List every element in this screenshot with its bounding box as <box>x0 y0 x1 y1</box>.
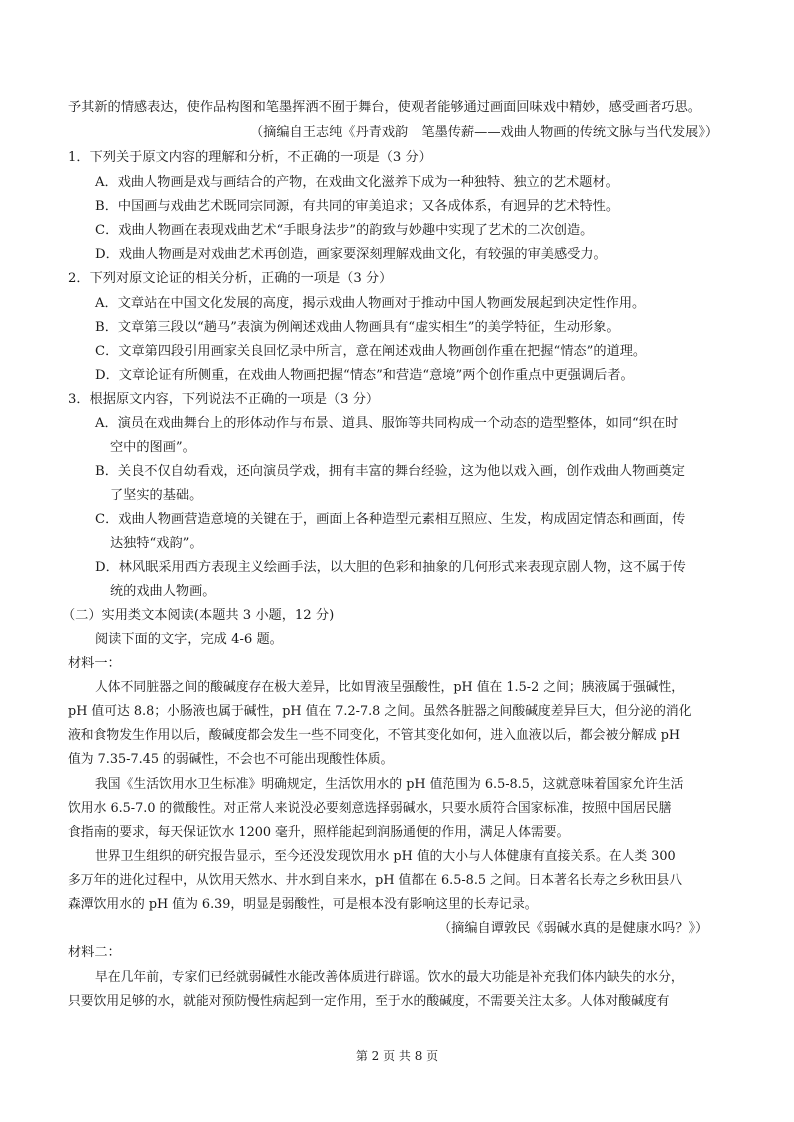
section-2-heading: （二）实用类文本阅读(本题共 3 小题，12 分) <box>62 608 335 623</box>
material-1-p3-line3: 森潭饮用水的 pH 值为 6.39，明显是弱酸性，可是根本没有影响这里的长寿记录。 <box>68 897 538 912</box>
material-2-p1-line2: 只要饮用足够的水，就能对预防慢性病起到一定作用，至于水的酸碱度，不需要关注太多。人体对酸碱度有 <box>68 994 670 1009</box>
material-1-p3-line1: 世界卫生组织的研究报告显示，至今还没发现饮用水 pH 值的大小与人体健康有直接关系。在人类 300 <box>95 849 676 864</box>
question-3-stem: 3．根据原文内容，下列说法不正确的一项是（3 分） <box>68 392 380 407</box>
question-1-option-c: C．戏曲人物画在表现戏曲艺术“手眼身法步”的韵致与妙趣中实现了艺术的二次创造。 <box>95 223 594 238</box>
material-1-p3-line2: 多万年的进化过程中，从饮用天然水、井水到自来水，pH 值都在 6.5-8.5 之间。日本著名长寿之乡秋田县八 <box>68 873 683 888</box>
material-1-p2-line1: 我国《生活饮用水卫生标准》明确规定，生活饮用水的 pH 值范围为 6.5-8.5，这就意味着国家允许生活 <box>95 777 684 792</box>
intro-source: （摘编自王志纯《丹青戏韵 笔墨传薪——戏曲人物画的传统文脉与当代发展》） <box>250 125 719 140</box>
question-3-option-c: C．戏曲人物画营造意境的关键在于，画面上各种造型元素相互照应、生发，构成固定情态和画面，传 <box>95 512 686 527</box>
question-1-stem: 1．下列关于原文内容的理解和分析，不正确的一项是（3 分） <box>68 150 432 165</box>
question-2-stem: 2．下列对原文论证的相关分析，正确的一项是（3 分） <box>68 271 393 286</box>
question-3-option-a-cont: 空中的图画”。 <box>110 440 196 455</box>
question-1-option-d: D．戏曲人物画是对戏曲艺术再创造，画家要深刻理解戏曲文化，有较强的审美感受力。 <box>95 247 607 262</box>
material-1-source: （摘编自谭敦民《弱碱水真的是健康水吗？》） <box>438 921 709 936</box>
intro-tail: 予其新的情感表达，使作品构图和笔墨挥洒不囿于舞台，使观者能够通过画面回味戏中精妙，感受画者巧思。 <box>68 100 701 115</box>
material-1-p1-line1: 人体不同脏器之间的酸碱度存在极大差异，比如胃液呈强酸性，pH 值在 1.5-2 之间；胰液属于强碱性， <box>95 680 685 695</box>
material-2-p1-line1: 早在几年前，专家们已经就弱碱性水能改善体质进行辟谣。饮水的最大功能是补充我们体内缺失的水分， <box>95 970 684 985</box>
question-3-option-d: D．林风眠采用西方表现主义绘画手法，以大胆的色彩和抽象的几何形式来表现京剧人物，这不属于传 <box>95 560 686 575</box>
question-2-option-a: A．文章站在中国文化发展的高度，揭示戏曲人物画对于推动中国人物画发展起到决定性作用。 <box>95 296 646 311</box>
question-2-option-c: C．文章第四段引用画家关良回忆录中所言，意在阐述戏曲人物画创作重在把握“情态”的道理。 <box>95 344 647 359</box>
material-1-p1-line4: 值为 7.35-7.45 的弱碱性，不会也不可能出现酸性体质。 <box>68 752 394 767</box>
material-1-label: 材料一： <box>68 656 121 671</box>
material-1-p1-line3: 液和食物发生作用以后，酸碱度都会发生一些不同变化，不管其变化如何，进入血液以后，都会被分解成 pH <box>68 728 681 743</box>
question-3-option-a: A．演员在戏曲舞台上的形体动作与布景、道具、服饰等共同构成一个动态的造型整体，如同“织在时 <box>95 416 679 431</box>
material-1-p1-line2: pH 值可达 8.8；小肠液也属于碱性，pH 值在 7.2-7.8 之间。虽然各脏器之间酸碱度差异巨大，但分泌的消化 <box>68 704 692 719</box>
question-3-option-c-cont: 达独特“戏韵”。 <box>110 536 203 551</box>
material-1-p2-line3: 食指南的要求，每天保证饮水 1200 毫升，照样能起到润肠通便的作用，满足人体需要。 <box>68 825 570 840</box>
page-number: 第 2 页 共 8 页 <box>355 1049 439 1063</box>
question-2-option-b: B．文章第三段以“趟马”表演为例阐述戏曲人物画具有“虚实相生”的美学特征，生动形象。 <box>95 320 620 335</box>
question-3-option-b: B．关良不仅自幼看戏，还向演员学戏，拥有丰富的舞台经验，这为他以戏入画，创作戏曲人物画奠定 <box>95 464 685 479</box>
question-3-option-b-cont: 了坚实的基础。 <box>110 488 203 503</box>
question-1-option-b: B．中国画与戏曲艺术既同宗同源，有共同的审美追求；又各成体系，有迥异的艺术特性。 <box>95 199 619 214</box>
material-2-label: 材料二： <box>68 945 121 960</box>
question-3-option-d-cont: 统的戏曲人物画。 <box>110 584 216 599</box>
question-2-option-d: D．文章论证有所侧重，在戏曲人物画把握“情态”和营造“意境”两个创作重点中更强调后者。 <box>95 368 634 383</box>
material-1-p2-line2: 饮用水 6.5-7.0 的微酸性。对正常人来说没必要刻意选择弱碱水，只要水质符合国家标准，按照中国居民膳 <box>68 801 672 816</box>
question-1-option-a: A．戏曲人物画是戏与画结合的产物，在戏曲文化滋养下成为一种独特、独立的艺术题材。 <box>95 175 619 190</box>
section-2-instruction: 阅读下面的文字，完成 4-6 题。 <box>95 632 283 647</box>
